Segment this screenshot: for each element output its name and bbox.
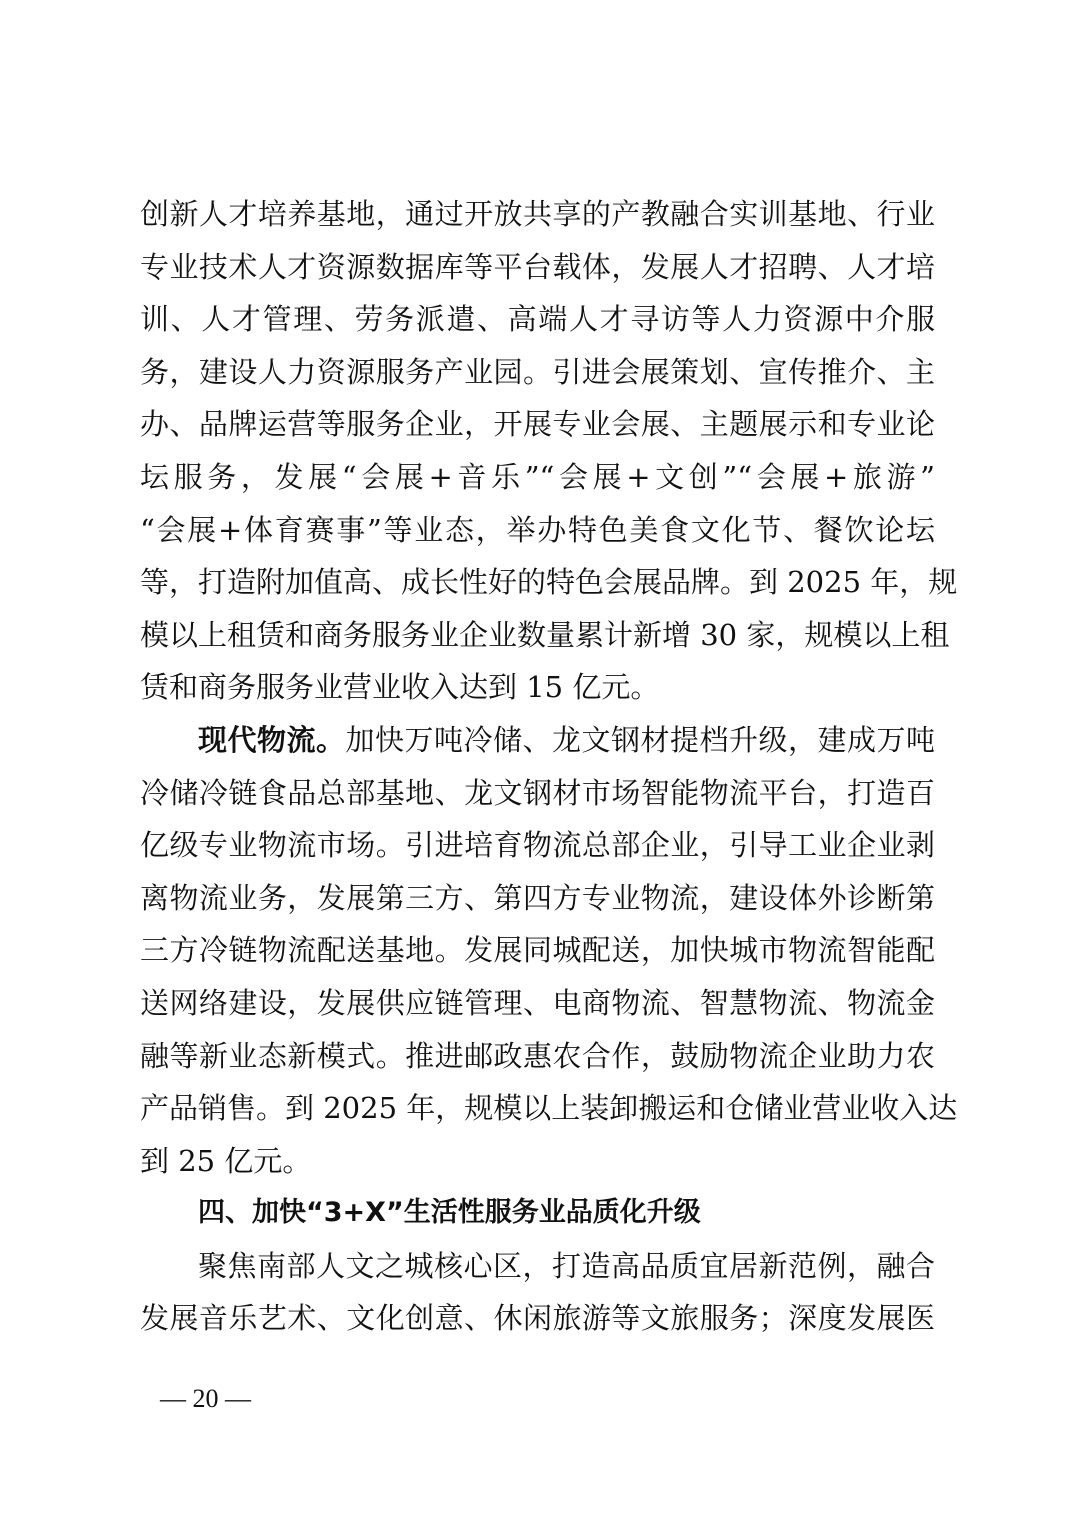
text-line: 融等新业态新模式。推进邮政惠农合作，鼓励物流企业助力农 — [140, 1038, 935, 1073]
text-line: 亿级专业物流市场。引进培育物流总部企业，引导工业企业剥 — [140, 828, 935, 863]
text-line — [140, 714, 935, 767]
paragraph-life-services — [140, 1240, 935, 1345]
paragraph-modern-logistics — [140, 714, 958, 1187]
text-line: 聚焦南部人文之城核心区，打造高品质宜居新范例，融合 — [198, 1248, 935, 1283]
text-line: 送网络建设，发展供应链管理、电商物流、智慧物流、物流金 — [140, 985, 935, 1020]
text-line: “会展+体育赛事”等业态，举办特色美食文化节、餐饮论坛 — [140, 512, 935, 547]
text-line: 赁和商务服务业营业收入达到 15 亿元。 — [140, 670, 660, 705]
text-line: 发展音乐艺术、文化创意、休闲旅游等文旅服务；深度发展医 — [140, 1301, 935, 1336]
text-line: 务，建设人力资源服务产业园。引进会展策划、宣传推介、主 — [140, 354, 935, 389]
page-number: — 20 — — [160, 1384, 251, 1413]
text-line: 冷储冷链食品总部基地、龙文钢材市场智能物流平台，打造百 — [140, 775, 935, 810]
text-line: 专业技术人才资源数据库等平台载体，发展人才招聘、人才培 — [140, 249, 935, 284]
text-line: 产品销售。到 2025 年，规模以上装卸搬运和仓储业营业收入达 — [140, 1091, 958, 1126]
section-lead-bold: 现代物流。 — [198, 722, 346, 757]
text-line: 等，打造附加值高、成长性好的特色会展品牌。到 2025 年，规 — [140, 565, 958, 600]
section-heading: 四、加快“3+X”生活性服务业品质化升级 — [198, 1197, 701, 1229]
text-line: 三方冷链物流配送基地。发展同城配送，加快城市物流智能配 — [140, 933, 935, 968]
text-line: 训、人才管理、劳务派遣、高端人才寻访等人力资源中介服 — [140, 302, 935, 337]
text-line: 创新人才培养基地，通过开放共享的产教融合实训基地、行业 — [140, 197, 935, 231]
text-line: 办、品牌运营等服务企业，开展专业会展、主题展示和专业论 — [140, 407, 935, 442]
text-line: 到 25 亿元。 — [140, 1143, 312, 1178]
document-body — [140, 188, 958, 1345]
paragraph-talent-exhibition — [140, 188, 958, 714]
text-line: 模以上租赁和商务服务业企业数量累计新增 30 家，规模以上租 — [140, 617, 950, 652]
text-line: 离物流业务，发展第三方、第四方专业物流，建设体外诊断第 — [140, 880, 935, 915]
text-span: 加快万吨冷储、龙文钢材提档升级，建成万吨 — [345, 722, 935, 757]
text-line: 坛服务，发展“会展+音乐”“会展+文创”“会展+旅游” — [140, 459, 935, 494]
